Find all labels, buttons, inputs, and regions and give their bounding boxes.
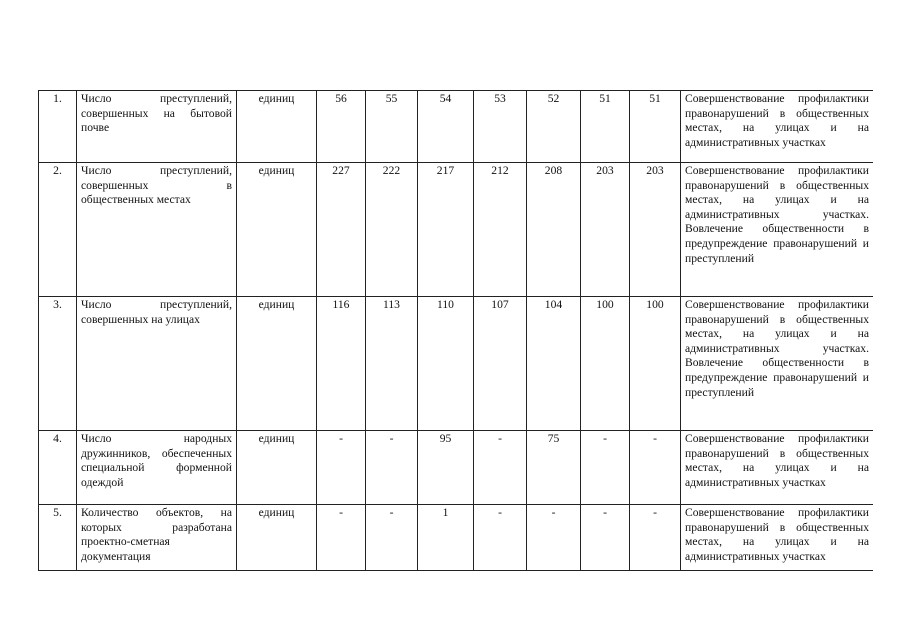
value-cell: 203 — [630, 163, 681, 297]
value-cell: - — [474, 505, 527, 571]
value-cell: 75 — [527, 431, 581, 505]
value-cell: 55 — [366, 91, 418, 163]
unit-cell: единиц — [237, 431, 317, 505]
value-cell: 222 — [366, 163, 418, 297]
value-cell: 54 — [418, 91, 474, 163]
table-row — [39, 163, 874, 297]
value-cell: - — [317, 505, 366, 571]
value-cell: 107 — [474, 297, 527, 431]
row-number: 1. — [39, 91, 77, 163]
value-cell: 52 — [527, 91, 581, 163]
value-cell: 51 — [630, 91, 681, 163]
measures-cell: Совершенствование профилактики правонарушений в общественных местах, на улицах и на административных участках. Вовлечение общественности в предупреждение правонарушений и преступлений — [681, 163, 874, 297]
value-cell: 208 — [527, 163, 581, 297]
indicator-name: Количество объектов, на которых разработана проектно-сметная документация — [77, 505, 237, 571]
value-cell: - — [630, 431, 681, 505]
document-sheet — [38, 90, 873, 570]
measures-cell: Совершенствование профилактики правонарушений в общественных местах, на улицах и на административных участках — [681, 91, 874, 163]
value-cell: 100 — [581, 297, 630, 431]
row-number: 3. — [39, 297, 77, 431]
value-cell: - — [581, 431, 630, 505]
value-cell: - — [581, 505, 630, 571]
unit-cell: единиц — [237, 297, 317, 431]
indicator-name: Число народных дружинников, обеспеченных специальной форменной одеждой — [77, 431, 237, 505]
indicator-name: Число преступлений, совершенных на бытовой почве — [77, 91, 237, 163]
value-cell: - — [527, 505, 581, 571]
value-cell: - — [366, 505, 418, 571]
value-cell: 104 — [527, 297, 581, 431]
value-cell: 110 — [418, 297, 474, 431]
value-cell: 227 — [317, 163, 366, 297]
value-cell: - — [474, 431, 527, 505]
value-cell: 51 — [581, 91, 630, 163]
value-cell: 100 — [630, 297, 681, 431]
table-row — [39, 431, 874, 505]
value-cell: 203 — [581, 163, 630, 297]
value-cell: 212 — [474, 163, 527, 297]
table-row — [39, 505, 874, 571]
value-cell: - — [317, 431, 366, 505]
table-row — [39, 91, 874, 163]
row-number: 5. — [39, 505, 77, 571]
indicator-name: Число преступлений, совершенных в общественных местах — [77, 163, 237, 297]
measures-cell: Совершенствование профилактики правонарушений в общественных местах, на улицах и на административных участках — [681, 431, 874, 505]
row-number: 2. — [39, 163, 77, 297]
value-cell: 113 — [366, 297, 418, 431]
value-cell: 116 — [317, 297, 366, 431]
unit-cell: единиц — [237, 91, 317, 163]
measures-cell: Совершенствование профилактики правонарушений в общественных местах, на улицах и на административных участках — [681, 505, 874, 571]
indicators-table — [38, 90, 873, 570]
value-cell: 217 — [418, 163, 474, 297]
unit-cell: единиц — [237, 505, 317, 571]
value-cell: 56 — [317, 91, 366, 163]
value-cell: 95 — [418, 431, 474, 505]
value-cell: 1 — [418, 505, 474, 571]
table-bottom-border — [38, 570, 873, 571]
row-number: 4. — [39, 431, 77, 505]
indicator-name: Число преступлений, совершенных на улицах — [77, 297, 237, 431]
value-cell: - — [630, 505, 681, 571]
table-row — [39, 297, 874, 431]
value-cell: 53 — [474, 91, 527, 163]
unit-cell: единиц — [237, 163, 317, 297]
measures-cell: Совершенствование профилактики правонарушений в общественных местах, на улицах и на административных участках. Вовлечение общественности в предупреждение правонарушений и преступлений — [681, 297, 874, 431]
value-cell: - — [366, 431, 418, 505]
